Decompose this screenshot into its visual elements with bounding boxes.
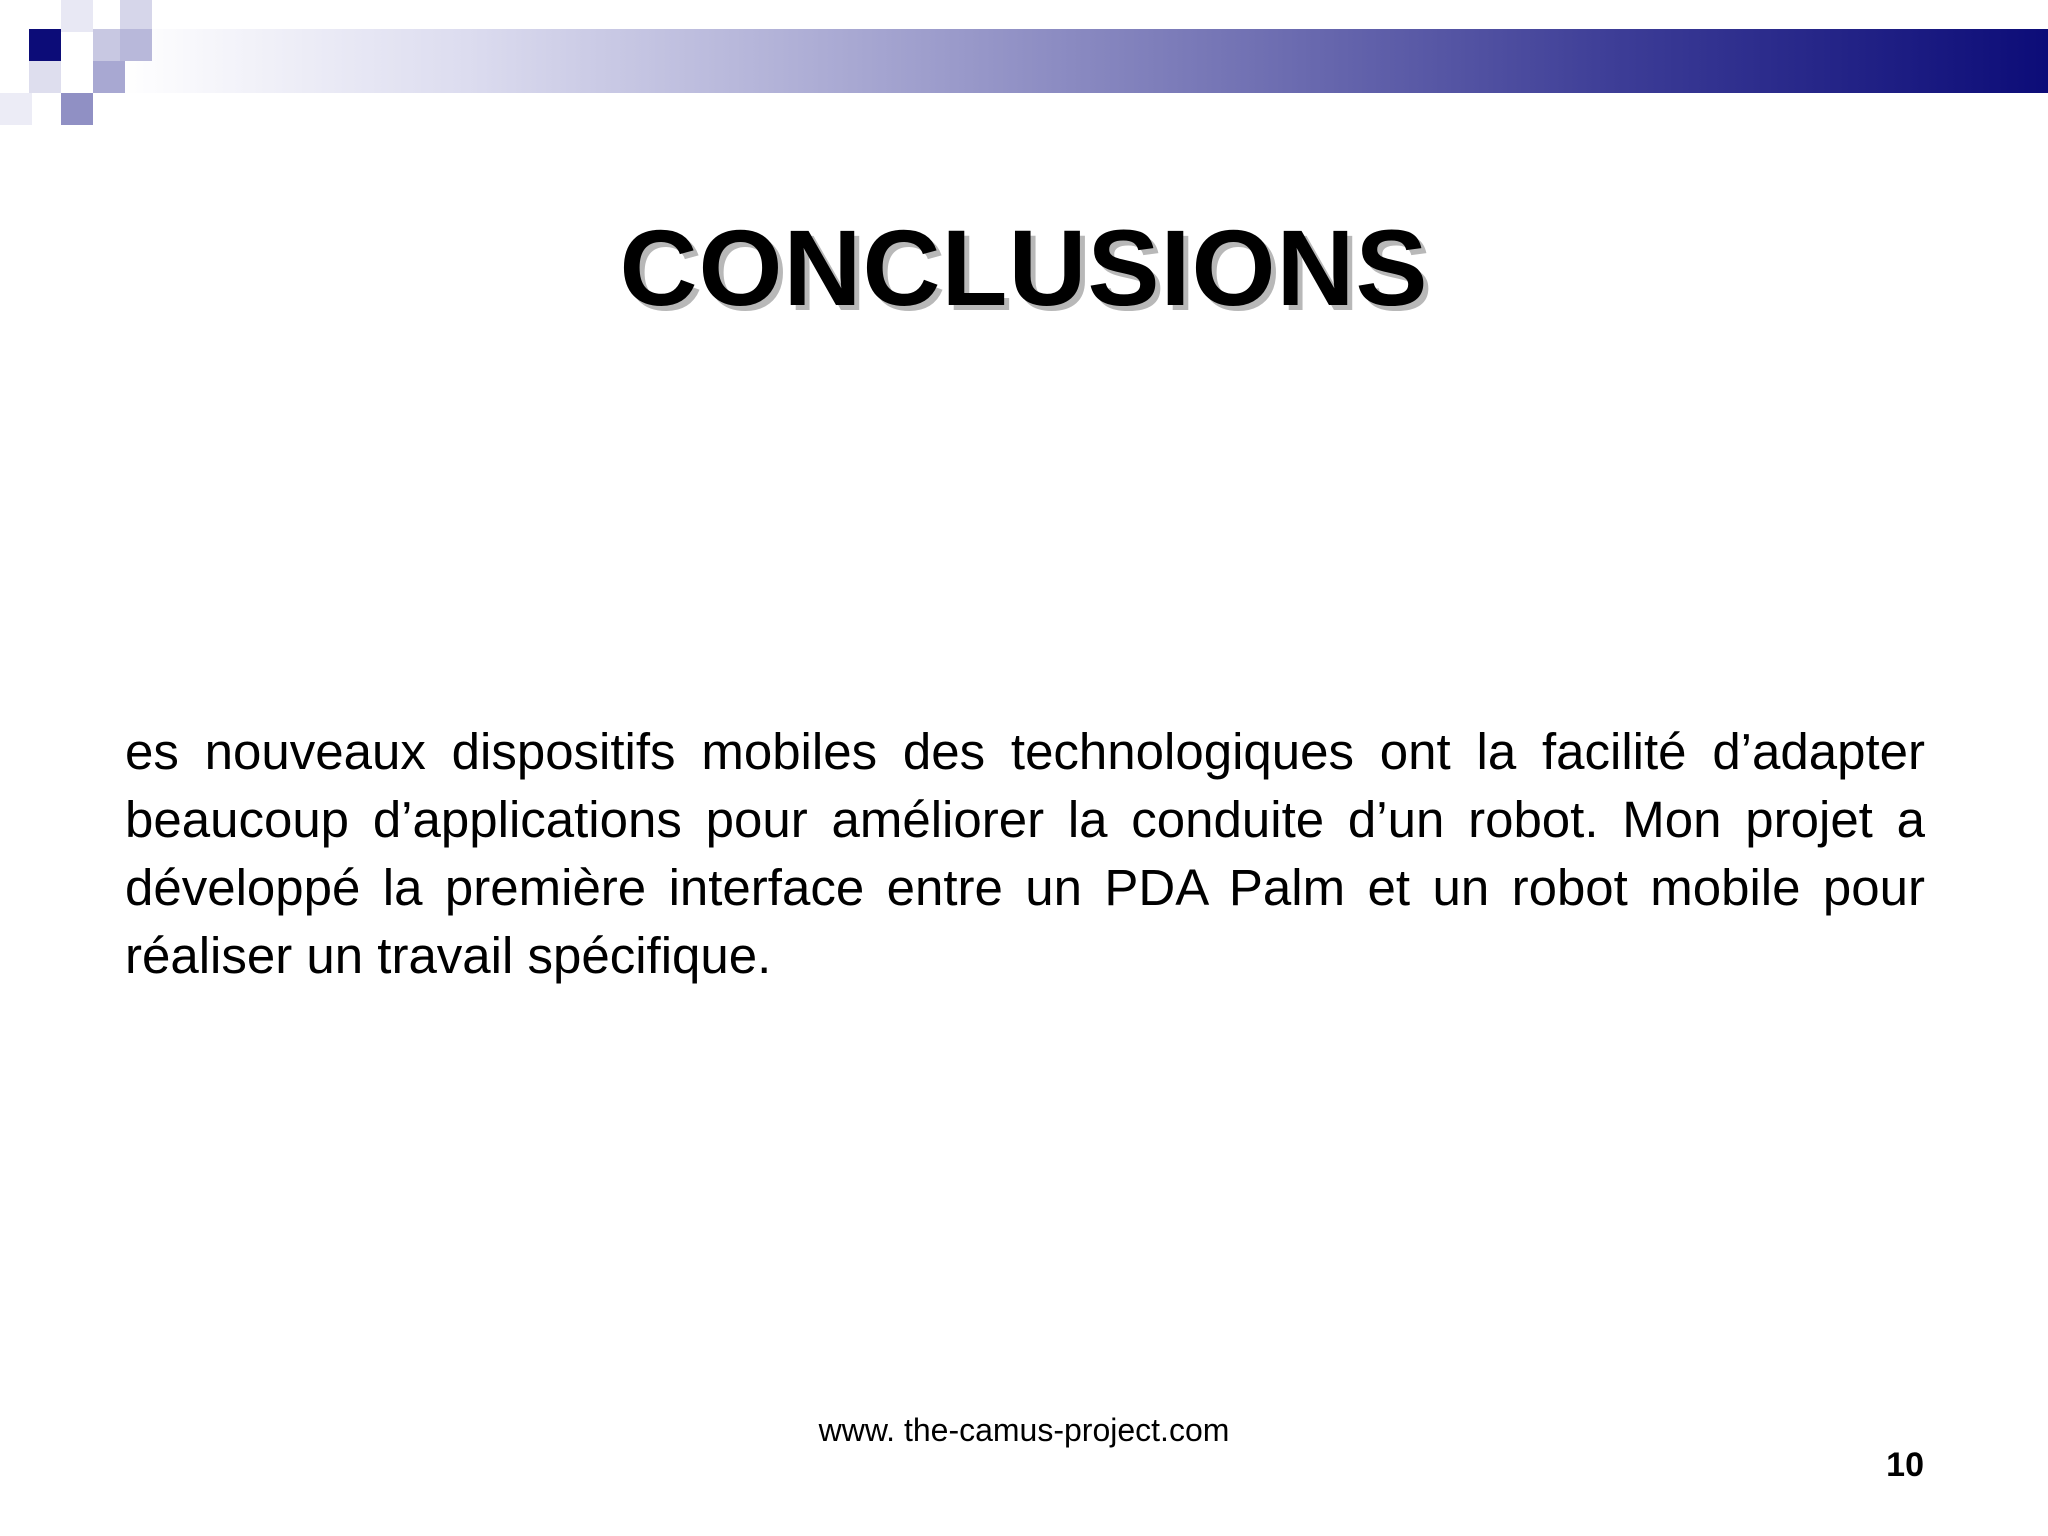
header-gradient-bar [120, 29, 2048, 93]
decorative-square [61, 93, 93, 125]
footer-url: www. the-camus-project.com [818, 1412, 1230, 1448]
decorative-square [120, 0, 152, 32]
page-number: 10 [1886, 1446, 1924, 1484]
slide-body-text: es nouveaux dispositifs mobiles des technologiques ont la facilité d’adapter beaucoup d’applications pour améliorer la conduite d’un robot. Mon projet a développé la première interface entre un PDA Palm et un robot mobile pour réaliser un travail spécifique. [125, 723, 1925, 984]
slide-title: CONCLUSIONS [619, 207, 1429, 328]
decorative-square [120, 29, 152, 61]
decorative-square [29, 29, 61, 61]
decorative-square [29, 61, 61, 93]
decorative-square [61, 0, 93, 32]
decorative-square [93, 61, 125, 93]
decorative-square [0, 93, 32, 125]
